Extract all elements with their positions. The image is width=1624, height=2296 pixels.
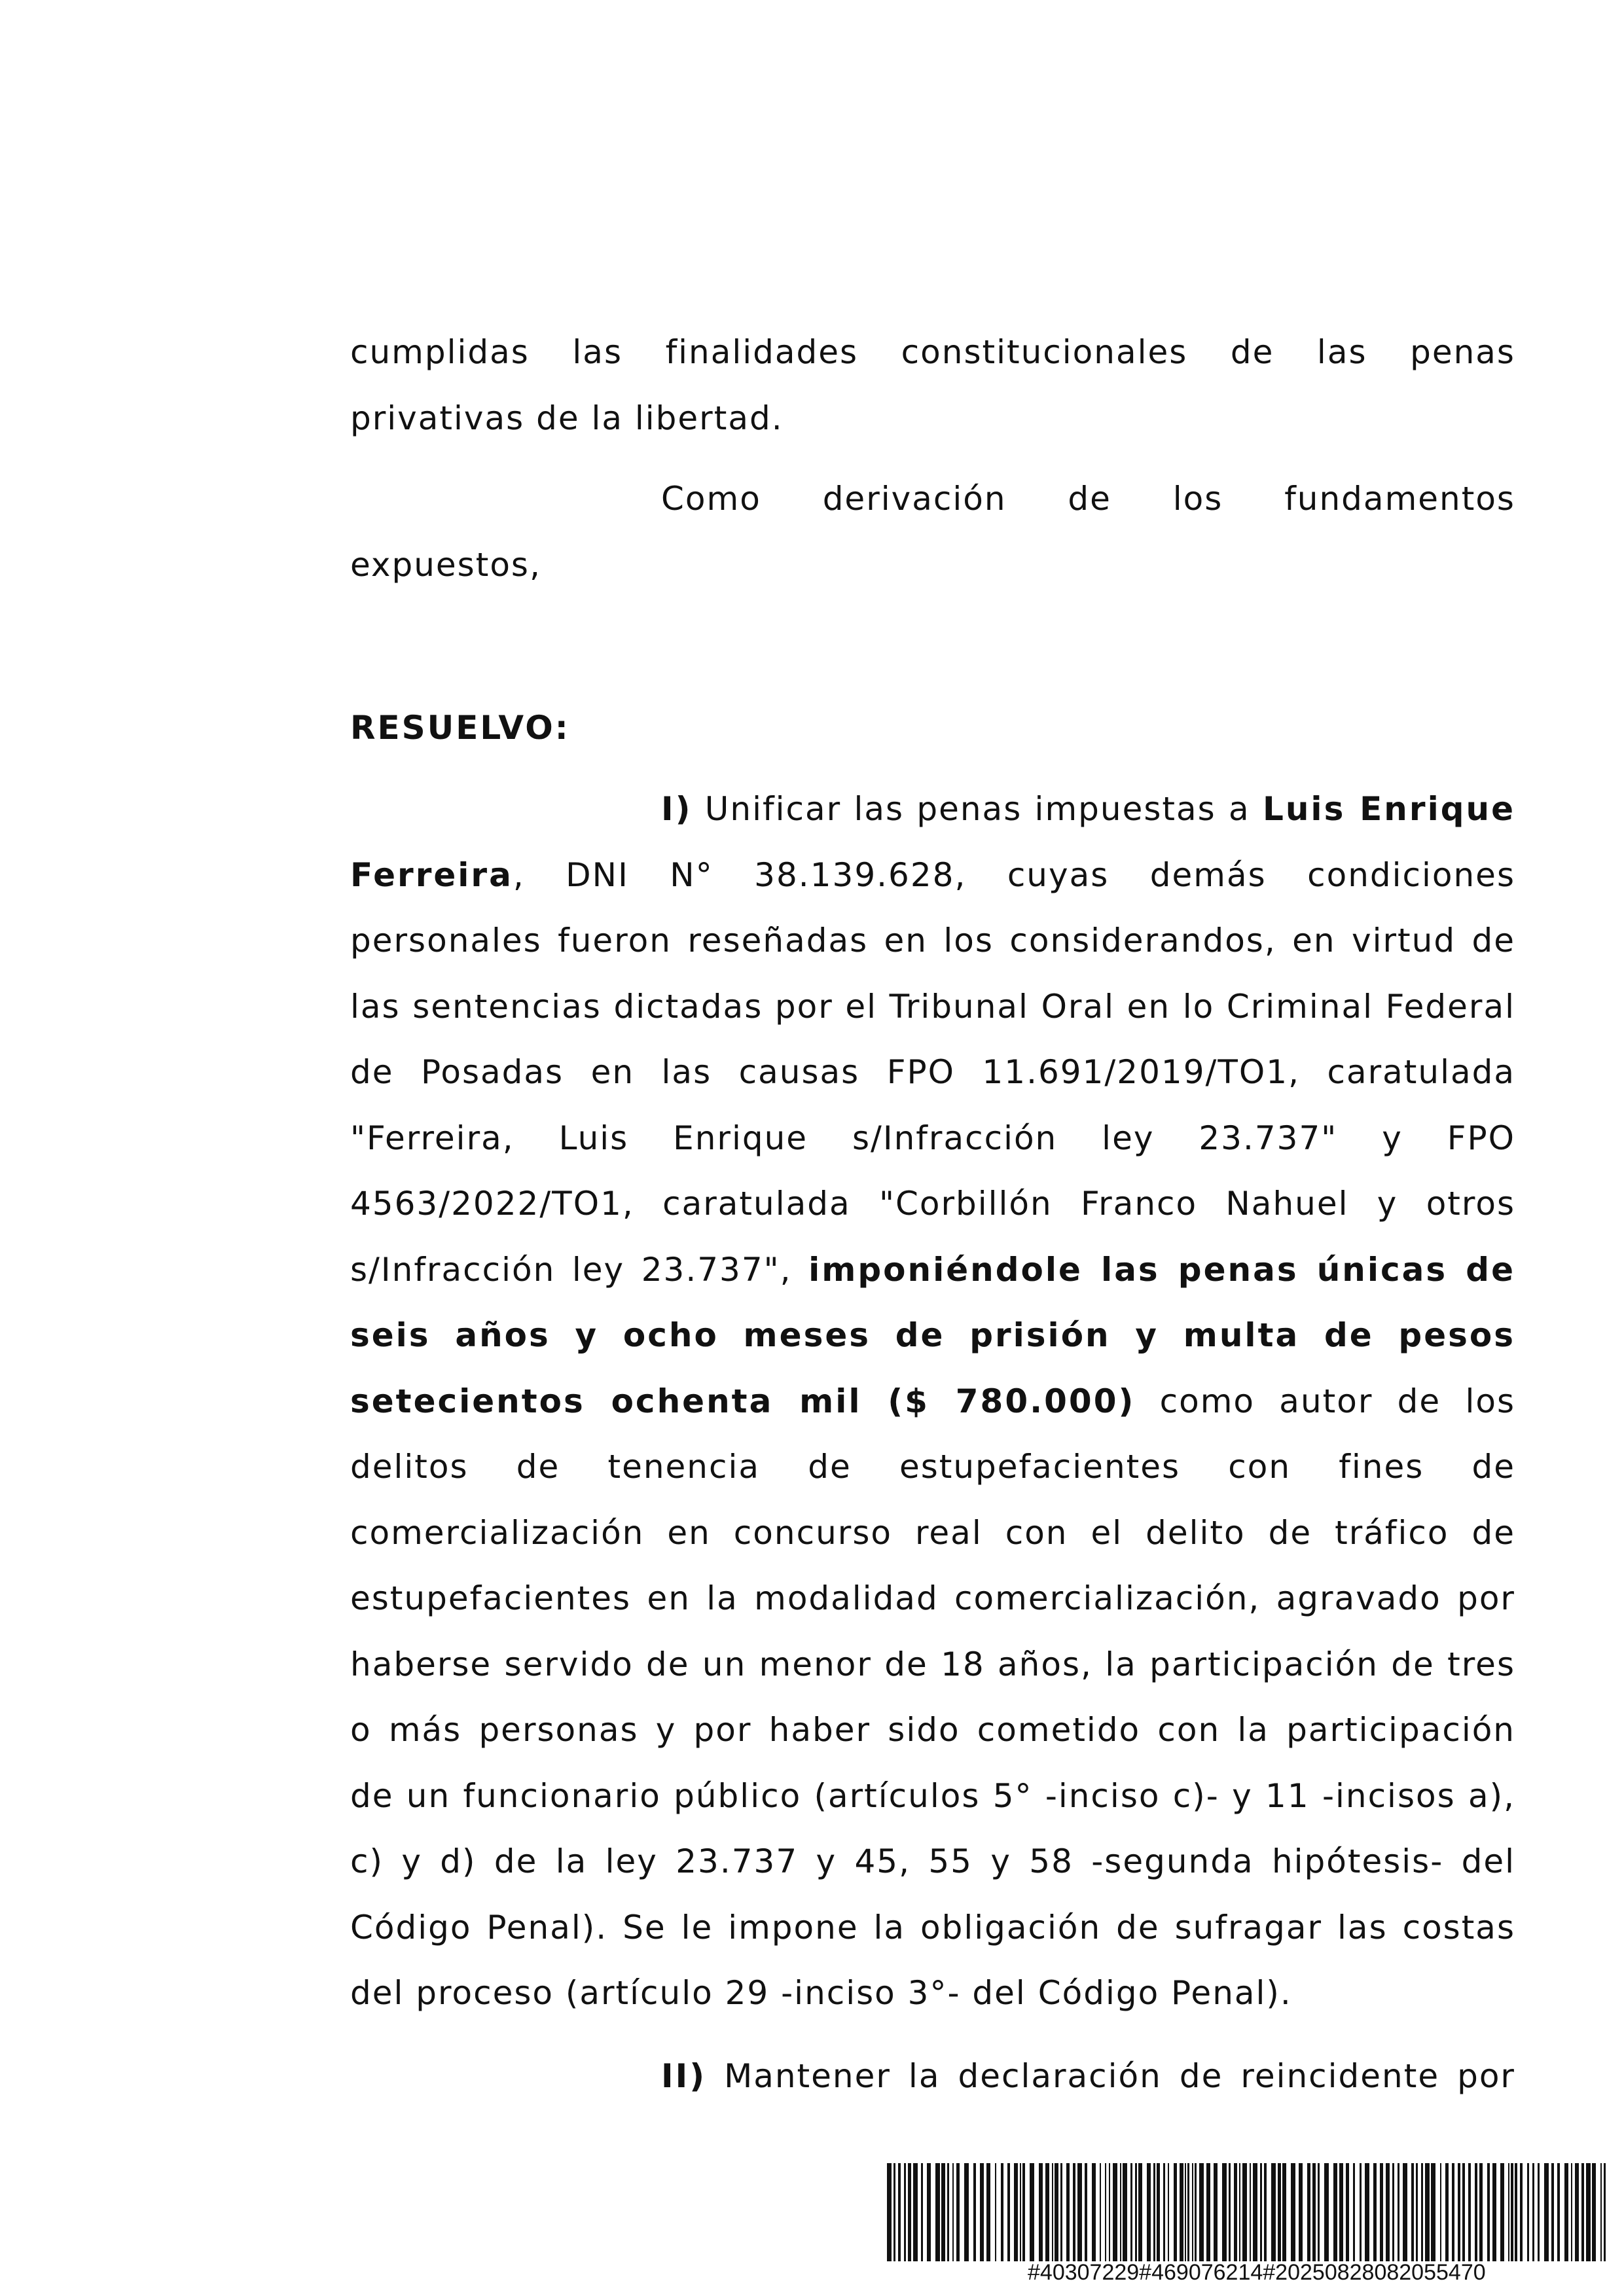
word: las bbox=[1316, 333, 1367, 371]
word: cumplidas bbox=[350, 333, 530, 371]
item-text: Mantener la declaración de reincidente por bbox=[706, 2057, 1515, 2095]
barcode-bar bbox=[1557, 2163, 1560, 2261]
barcode-bar bbox=[1030, 2163, 1034, 2261]
barcode-bar bbox=[986, 2163, 990, 2261]
barcode-bar bbox=[1229, 2163, 1231, 2261]
barcode-bar bbox=[1586, 2163, 1591, 2261]
barcode-bar bbox=[1515, 2163, 1517, 2261]
barcode-bar bbox=[1353, 2163, 1355, 2261]
barcode-bar bbox=[1532, 2163, 1534, 2261]
item-text: Unificar las penas impuestas a bbox=[692, 790, 1263, 828]
barcode-bar bbox=[980, 2163, 984, 2261]
barcode-bar bbox=[1411, 2163, 1414, 2261]
barcode-bar bbox=[904, 2163, 906, 2261]
barcode-bar bbox=[1487, 2163, 1490, 2261]
barcode-bar bbox=[1445, 2163, 1449, 2261]
barcode-bar bbox=[1398, 2163, 1399, 2261]
barcode-bar bbox=[1360, 2163, 1362, 2261]
section-heading bbox=[350, 695, 1515, 761]
barcode-bar bbox=[887, 2163, 892, 2261]
barcode-bar bbox=[1092, 2163, 1096, 2261]
item-text: como autor de los delitos de tenencia de estupefacientes con fines de comercialización en concurso real con el delito de tráfico de estupefacientes en la modalidad comercialización, agravado por haberse servido de un menor de 18 años, la participación de tres o más personas y por haber sido cometido con la participación de un funcionario público (artículos 5° -inciso c)- y 11 -incisos a), c) y d) de la ley 23.737 y 45, 55 y 58 -segunda hipótesis- del Código Penal). Se le impone la obligación de sufragar las costas del proceso (artículo 29 -inciso 3°- del Código Penal). bbox=[350, 1382, 1515, 2012]
item-number: I) bbox=[661, 790, 693, 828]
barcode-bar bbox=[1206, 2163, 1210, 2261]
barcode-bar bbox=[1365, 2163, 1369, 2261]
barcode-bar bbox=[1551, 2163, 1554, 2261]
barcode-bar bbox=[973, 2163, 976, 2261]
barcode-bar bbox=[1458, 2163, 1460, 2261]
barcode-bar bbox=[1425, 2163, 1430, 2261]
barcode-bar bbox=[1346, 2163, 1349, 2261]
barcode-bar bbox=[1260, 2163, 1262, 2261]
barcode-bar bbox=[1564, 2163, 1568, 2261]
resolution-item-1 bbox=[350, 776, 1515, 2026]
barcode-bar bbox=[1333, 2163, 1337, 2261]
barcode-number: #40307229#469076214#20250828082055470 bbox=[1028, 2260, 1486, 2285]
barcode-bar bbox=[1138, 2163, 1142, 2261]
barcode-bar bbox=[1001, 2163, 1003, 2261]
barcode-bar bbox=[1242, 2163, 1247, 2261]
barcode-bar bbox=[1195, 2163, 1197, 2261]
word: de bbox=[1068, 480, 1111, 518]
barcode-bar bbox=[1045, 2163, 1049, 2261]
penalty-text: imponiéndole las penas únicas de seis años y ocho meses de prisión y multa de pesos setecientos ochenta mil ($ 780.000) bbox=[350, 1250, 1515, 1420]
barcode-bar bbox=[956, 2163, 960, 2261]
barcode-bar bbox=[964, 2163, 969, 2261]
barcode-bar bbox=[947, 2163, 949, 2261]
heading-text: RESUELVO: bbox=[350, 709, 570, 747]
defendant-name: Luis Enrique bbox=[1262, 790, 1516, 828]
barcode-bar bbox=[1508, 2163, 1509, 2261]
barcode-bar bbox=[1440, 2163, 1441, 2261]
barcode-bar bbox=[1250, 2163, 1251, 2261]
barcode-bar bbox=[1157, 2163, 1160, 2261]
barcode-bar bbox=[1592, 2163, 1596, 2261]
barcode-bar bbox=[1291, 2163, 1295, 2261]
barcode-bar bbox=[1386, 2163, 1390, 2261]
barcode-bar bbox=[1163, 2163, 1165, 2261]
item-first-line bbox=[350, 2043, 1515, 2109]
barcode-bar bbox=[1187, 2163, 1189, 2261]
barcode-bar bbox=[1600, 2163, 1602, 2261]
barcode-bar bbox=[1120, 2163, 1121, 2261]
barcode-bar bbox=[1392, 2163, 1394, 2261]
barcode-bar bbox=[1264, 2163, 1267, 2261]
barcode-bar bbox=[1462, 2163, 1465, 2261]
barcode-bar bbox=[1575, 2163, 1579, 2261]
barcode-bar bbox=[1492, 2163, 1496, 2261]
barcode-bar bbox=[927, 2163, 931, 2261]
barcode-bar bbox=[1180, 2163, 1183, 2261]
barcode-bar bbox=[1339, 2163, 1343, 2261]
barcode-bar bbox=[1147, 2163, 1151, 2261]
paragraph-line bbox=[350, 319, 1515, 386]
barcode-bar bbox=[1271, 2163, 1276, 2261]
item-text: , DNI N° 38.139.628, cuyas demás condiciones personales fueron reseñadas en los considerandos, en virtud de las sentencias dictadas por el Tribunal Oral en lo Criminal Federal de Posadas en las causas FPO 11.691/2019/TO1, caratulada "Ferreira, Luis Enrique s/Infracción ley 23.737" y FPO 4563/2022/TO1, caratulada "Corbillón Franco Nahuel y otros s/Infracción ley 23.737", bbox=[350, 855, 1515, 1289]
paragraph-line bbox=[350, 466, 1515, 532]
barcode-bar bbox=[1022, 2163, 1025, 2261]
barcode-bar bbox=[1312, 2163, 1316, 2261]
word: constitucionales bbox=[901, 333, 1188, 371]
word: Como bbox=[661, 480, 761, 518]
barcode-bar bbox=[1307, 2163, 1310, 2261]
barcode-bar bbox=[1278, 2163, 1281, 2261]
barcode-bar bbox=[1123, 2163, 1127, 2261]
barcode-bar bbox=[1282, 2163, 1286, 2261]
barcode-bar bbox=[898, 2163, 901, 2261]
item-first-line bbox=[350, 776, 1515, 842]
barcode-bar bbox=[1299, 2163, 1303, 2261]
barcode-bar bbox=[1199, 2163, 1204, 2261]
barcode-bar bbox=[1055, 2163, 1058, 2261]
word: los bbox=[1172, 480, 1223, 518]
barcode-bar bbox=[1421, 2163, 1423, 2261]
barcode-bar bbox=[1373, 2163, 1377, 2261]
barcode-bar bbox=[1007, 2163, 1010, 2261]
barcode-bar bbox=[1468, 2163, 1471, 2261]
barcode-bar bbox=[1520, 2163, 1523, 2261]
barcode-bar bbox=[921, 2163, 923, 2261]
word: fundamentos bbox=[1284, 480, 1515, 518]
barcode-bar bbox=[1538, 2163, 1540, 2261]
barcode-bar bbox=[1239, 2163, 1240, 2261]
barcode-bar bbox=[1475, 2163, 1477, 2261]
barcode-bar bbox=[1100, 2163, 1101, 2261]
barcode-bar bbox=[1113, 2163, 1117, 2261]
barcode-bar bbox=[1527, 2163, 1529, 2261]
document-barcode bbox=[887, 2163, 1610, 2287]
barcode-bar bbox=[995, 2163, 996, 2261]
barcode-bar bbox=[1604, 2163, 1606, 2261]
barcode-bar bbox=[1066, 2163, 1070, 2261]
barcode-bar bbox=[935, 2163, 940, 2261]
barcode-bar bbox=[1109, 2163, 1110, 2261]
barcode-bar bbox=[952, 2163, 954, 2261]
paragraph-derivation bbox=[350, 466, 1515, 598]
word: penas bbox=[1410, 333, 1515, 371]
barcode-bar bbox=[1077, 2163, 1082, 2261]
barcode-bar bbox=[1060, 2163, 1062, 2261]
barcode-bar bbox=[1452, 2163, 1454, 2261]
barcode-bar bbox=[1544, 2163, 1549, 2261]
item-number: II) bbox=[661, 2057, 707, 2095]
barcode-bar bbox=[1416, 2163, 1418, 2261]
barcode-bar bbox=[1234, 2163, 1237, 2261]
paragraph-line: privativas de la libertad. bbox=[350, 399, 784, 437]
barcode-bar bbox=[1052, 2163, 1053, 2261]
barcode-bar bbox=[1153, 2163, 1155, 2261]
barcode-bar bbox=[1135, 2163, 1137, 2261]
barcode-bar bbox=[893, 2163, 895, 2261]
barcode-bar bbox=[1500, 2163, 1504, 2261]
barcode-bar bbox=[1479, 2163, 1483, 2261]
paragraph-line: expuestos, bbox=[350, 545, 541, 584]
item-body bbox=[350, 842, 1515, 2026]
barcode-bar bbox=[1214, 2163, 1218, 2261]
barcode-bar bbox=[1192, 2163, 1193, 2261]
barcode-bar bbox=[1185, 2163, 1186, 2261]
barcode-bar bbox=[1174, 2163, 1177, 2261]
barcode-bar bbox=[1039, 2163, 1043, 2261]
barcode-bar bbox=[1020, 2163, 1021, 2261]
word: finalidades bbox=[665, 333, 859, 371]
barcode-bar bbox=[1571, 2163, 1572, 2261]
barcode-bar bbox=[1105, 2163, 1106, 2261]
barcode-bar bbox=[1222, 2163, 1227, 2261]
word: de bbox=[1230, 333, 1274, 371]
barcode-bar bbox=[1318, 2163, 1320, 2261]
barcode-bar bbox=[1324, 2163, 1329, 2261]
word: derivación bbox=[822, 480, 1007, 518]
barcode-bar bbox=[1073, 2163, 1075, 2261]
barcode-bar bbox=[1581, 2163, 1584, 2261]
barcode-bar bbox=[1380, 2163, 1383, 2261]
barcode-bar bbox=[1403, 2163, 1407, 2261]
barcode-bar bbox=[1511, 2163, 1513, 2261]
barcode-bar bbox=[941, 2163, 945, 2261]
resolution-item-2 bbox=[350, 2043, 1515, 2109]
paragraph-continuation bbox=[350, 319, 1515, 451]
barcode-bar bbox=[1085, 2163, 1087, 2261]
word: las bbox=[572, 333, 623, 371]
barcode-bar bbox=[1130, 2163, 1132, 2261]
barcode-bar bbox=[1431, 2163, 1435, 2261]
defendant-surname: Ferreira bbox=[350, 855, 513, 894]
barcode-bar bbox=[913, 2163, 918, 2261]
barcode-bar bbox=[1168, 2163, 1169, 2261]
barcode-bar bbox=[1014, 2163, 1018, 2261]
barcode-bars bbox=[887, 2163, 1610, 2261]
barcode-bar bbox=[1253, 2163, 1257, 2261]
barcode-bar bbox=[908, 2163, 911, 2261]
